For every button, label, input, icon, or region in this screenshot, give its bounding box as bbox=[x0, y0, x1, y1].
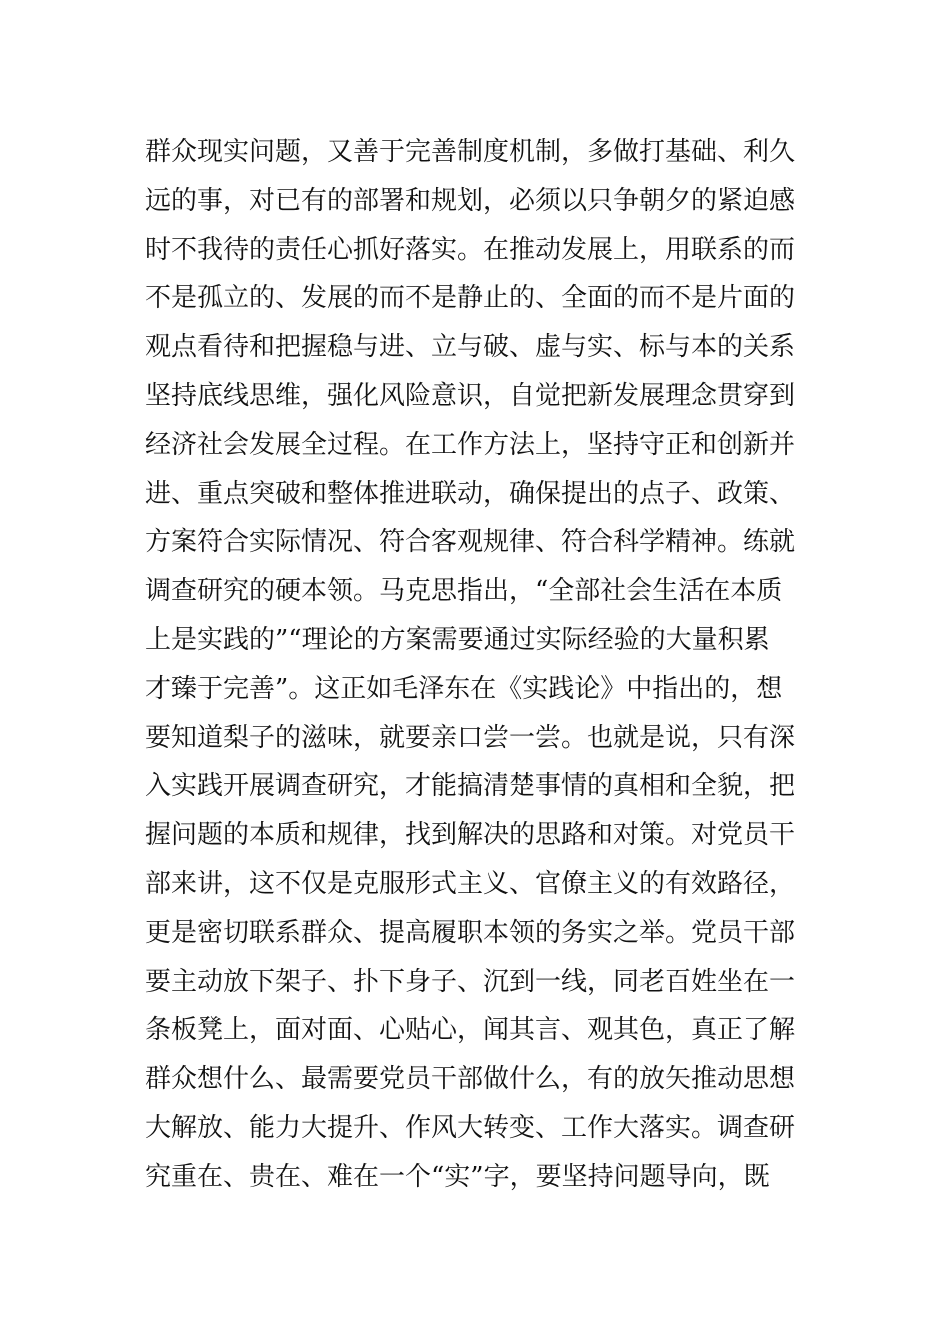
text-line: 经济社会发展全过程。在工作方法上，坚持守正和创新并 bbox=[145, 429, 796, 460]
text-line: 才臻于完善”。这正如毛泽东在《实践论》中指出的，想 bbox=[145, 673, 783, 704]
text-line: 条板凳上，面对面、心贴心，闻其言、观其色，真正了解 bbox=[145, 1015, 796, 1046]
text-line: 握问题的本质和规律，找到解决的思路和对策。对党员干 bbox=[145, 820, 796, 851]
text-line: 究重在、贵在、难在一个“实”字，要坚持问题导向，既 bbox=[145, 1161, 770, 1192]
body-paragraph bbox=[145, 128, 845, 1202]
text-line: 大解放、能力大提升、作风大转变、工作大落实。调查研 bbox=[145, 1112, 796, 1143]
text-line: 入实践开展调查研究，才能搞清楚事情的真相和全貌，把 bbox=[145, 771, 796, 802]
text-line: 更是密切联系群众、提高履职本领的务实之举。党员干部 bbox=[145, 917, 796, 948]
text-line: 进、重点突破和整体推进联动，确保提出的点子、政策、 bbox=[145, 478, 796, 509]
text-line: 远的事，对已有的部署和规划，必须以只争朝夕的紧迫感 bbox=[145, 185, 796, 216]
text-line: 群众现实问题，又善于完善制度机制，多做打基础、利久 bbox=[145, 137, 796, 167]
text-line: 部来讲，这不仅是克服形式主义、官僚主义的有效路径， bbox=[145, 868, 796, 899]
text-line: 上是实践的”“理论的方案需要通过实际经验的大量积累 bbox=[145, 624, 770, 655]
text-line: 方案符合实际情况、符合客观规律、符合科学精神。练就 bbox=[145, 527, 796, 558]
text-line: 不是孤立的、发展的而不是静止的、全面的而不是片面的 bbox=[145, 283, 796, 314]
text-line: 观点看待和把握稳与进、立与破、虚与实、标与本的关系 bbox=[145, 332, 796, 363]
text-line: 时不我待的责任心抓好落实。在推动发展上，用联系的而 bbox=[145, 234, 796, 265]
text-line: 要主动放下架子、扑下身子、沉到一线，同老百姓坐在一 bbox=[145, 966, 796, 997]
text-line: 调查研究的硬本领。马克思指出，“全部社会生活在本质 bbox=[145, 576, 783, 607]
text-line: 要知道梨子的滋味，就要亲口尝一尝。也就是说，只有深 bbox=[145, 722, 796, 753]
text-line: 群众想什么、最需要党员干部做什么，有的放矢推动思想 bbox=[145, 1064, 796, 1095]
text-line: 坚持底线思维，强化风险意识，自觉把新发展理念贯穿到 bbox=[145, 380, 796, 411]
